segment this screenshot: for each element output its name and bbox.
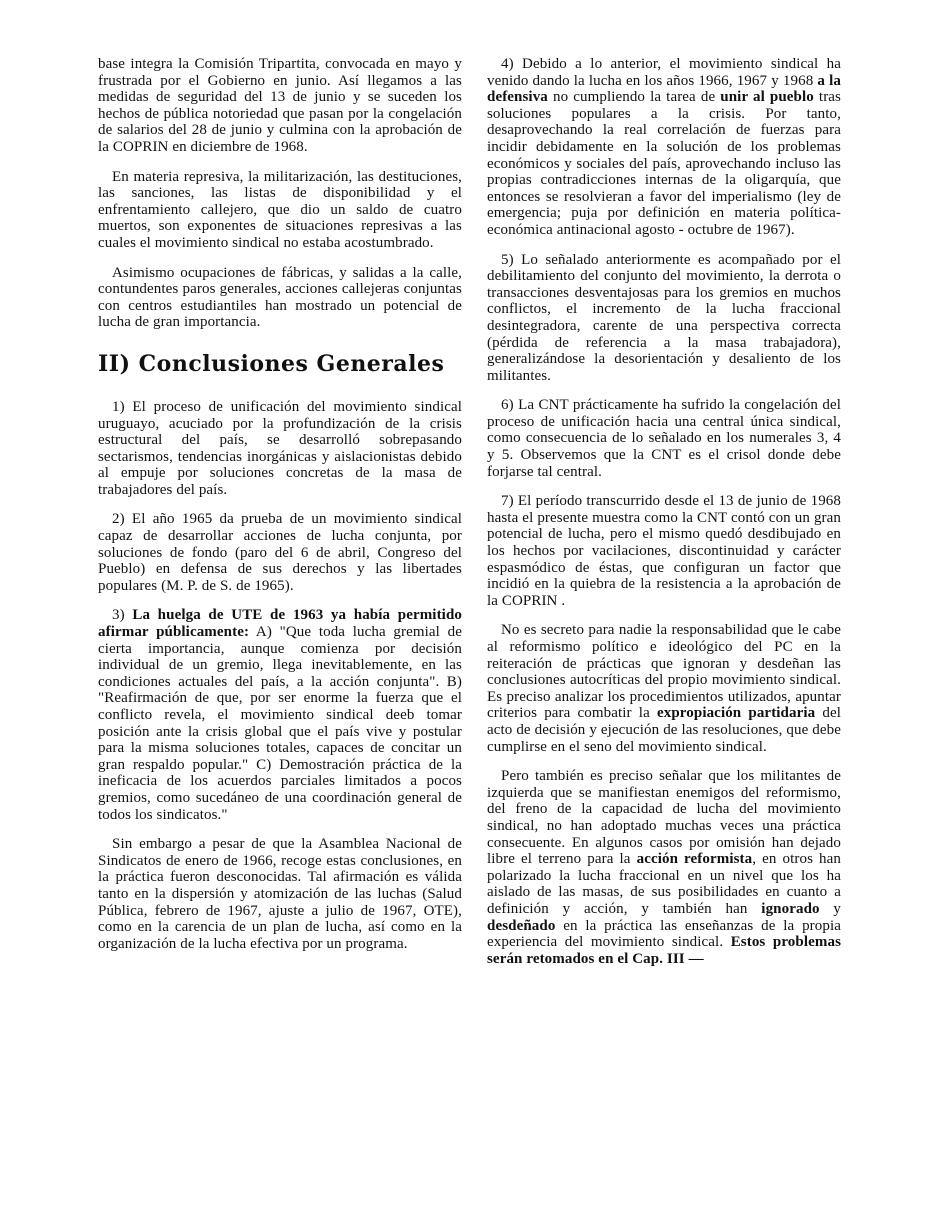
conclusion-item [98, 607, 462, 823]
left-column [98, 56, 462, 965]
text-run: No es secreto para nadie la responsabilidad que le cabe al reformismo político e ideológico del PC en la reiteración de prácticas que ignoran y desdeñan las conclusiones autocríticas del propio movimiento sindical. Es preciso analizar los procedimientos utilizados, apuntar criterios para combatir la [487, 622, 841, 722]
bold-phrase: La huelga de UTE de 1963 ya había permitido afirmar públicamente: [98, 607, 462, 641]
text-run: tras soluciones populares a la crisis. Por tanto, desaprovechando la real correlación de fuerzas para incidir debidamente en la solución de los problemas económicos y sociales del país, aprovechando incluso las propias contradicciones internas de la oligarquía, que entonces se resolvieran a favor del imperialismo (ley de emergencia; puja por definición en materia política-económica antinacional agosto - octubre de 1967). [487, 89, 841, 238]
conclusion-item: 1) El proceso de unificación del movimiento sindical uruguayo, acuciado por la profundización de la crisis estructural del país, se desarrolló sobrepasando sectarismos, tendencias inorgánicas y aislacionistas debido al empuje por soluciones concretas de la masa de trabajadores del país. [98, 398, 462, 498]
text-run: 4) Debido a lo anterior, el movimiento sindical ha venido dando la lucha en los años 1966, 1967 y 1968 [487, 56, 841, 89]
bold-phrase: ignorado [761, 900, 820, 917]
text-run: del acto de decisión y ejecución de las resoluciones, que debe cumplirse en el seno del movimiento sindical. [487, 705, 842, 755]
text-run: en la práctica las enseñanzas de la propia experiencia del movimiento sindical. [487, 917, 841, 951]
text-run: Pero también es preciso señalar que los militantes de izquierda que se manifiestan enemigos del reformismo, del freno de la capacidad de lucha del movimiento sindical, no han adoptado muchas veces una práctica consecuente. En algunos casos por omisión han dejado libre el terreno para la [487, 768, 841, 868]
text-run: y [819, 900, 841, 917]
bold-phrase: acción reformista [636, 851, 753, 868]
bold-phrase: desdeñado [487, 917, 556, 934]
text-run: , en otros han polarizado la lucha fraccional en un nivel que los ha aislado de las masas, de sus posibilidades en cuanto a definición y acción, y también han [487, 851, 842, 917]
item-number: 3) [112, 607, 125, 624]
paragraph: base integra la Comisión Tripartita, convocada en mayo y frustrada por el Gobierno en junio. Así llegamos a las medidas de seguridad del 13 de junio y se suceden los hechos de pública notoriedad que pasan por la congelación de salarios del 28 de junio y culmina con la aprobación de la COPRIN en diciembre de 1968. [98, 56, 462, 155]
bold-phrase: Estos problemas serán retomados en el Cap. III — [487, 934, 842, 967]
paragraph: Sin embargo a pesar de que la Asamblea Nacional de Sindicatos de enero de 1966, recoge estas conclusiones, en la práctica fueron desconocidas. Tal afirmación es válida tanto en la dispersión y atomización de las luchas (Salud Pública, febrero de 1967, ajuste a julio de 1967, OTE), como en la carencia de un plan de lucha, así como en la organización de la lucha efectiva por un programa. [98, 836, 462, 952]
conclusion-item: 7) El período transcurrido desde el 13 de junio de 1968 hasta el presente muestra como la CNT contó con un gran potencial de lucha, pero el mismo quedó desdibujado en los hechos por vacilaciones, discontinuidad y carácter espasmódico de éstas, que configuran un factor que incidió en la quiebra de la resistencia a la aprobación de la COPRIN . [487, 493, 841, 609]
bold-phrase: a la defensiva [487, 72, 841, 106]
conclusion-item: 5) Lo señalado anteriormente es acompañado por el debilitamiento del conjunto del movimiento, la derrota o transacciones desventajosas para los gremios en muchos conflictos, el incremento de la lucha fraccional desintegradora, carente de una perspectiva correcta (pérdida de referencia a la masa trabajadora), generalizándose la desorientación y desaliento de los militantes. [487, 251, 841, 384]
item-text: A) "Que toda lucha gremial de cierta importancia, aunque comienza por decisión individual de un gremio, llega inevitablemente, en las condiciones actuales del país, a la acción conjunta". B) "Reafirmación de que, por ser enorme la fuerza que el conflicto revela, el movimiento sindical deeb tomar posición ante la crisis global que el país vive y postular para la misma soluciones totales, capaces de concitar un gran respaldo popular." C) Demostración práctica de la ineficacia de los acuerdos parciales limitados a pocos gremios, como sucedáneo de una coordinación general de todos los sindicatos." [98, 624, 462, 823]
conclusion-item: 2) El año 1965 da prueba de un movimiento sindical capaz de desarrollar acciones de lucha conjunta, por soluciones de fondo (paro del 6 de abril, Congreso del Pueblo) en defensa de sus derechos y las libertades populares (M. P. de S. de 1965). [98, 511, 462, 594]
right-column [487, 56, 841, 980]
conclusion-item: 6) La CNT prácticamente ha sufrido la congelación del proceso de unificación hacia una central única sindical, como consecuencia de lo señalado en los numerales 3, 4 y 5. Observemos que la CNT es el crisol donde debe forjarse tal central. [487, 397, 841, 480]
paragraph [487, 622, 841, 755]
bold-phrase: expropiación partidaria [656, 705, 816, 722]
section-heading: II) Conclusiones Generales [98, 350, 445, 377]
paragraph: Asimismo ocupaciones de fábricas, y salidas a la calle, contundentes paros generales, acciones callejeras conjuntas con centros estudiantiles han mostrado un potencial de lucha de gran importancia. [98, 264, 462, 331]
bold-phrase: unir al pueblo [720, 89, 814, 106]
text-run: no cumpliendo la tarea de [547, 89, 721, 106]
paragraph: En materia represiva, la militarización, las destituciones, las sanciones, las listas de disponibilidad y el enfrentamiento callejero, que dio un saldo de cuatro muertos, son exponentes de situaciones represivas a las cuales el movimiento sindical no estaba acostumbrado. [98, 168, 462, 251]
conclusion-item [487, 56, 841, 239]
paragraph [487, 768, 841, 967]
